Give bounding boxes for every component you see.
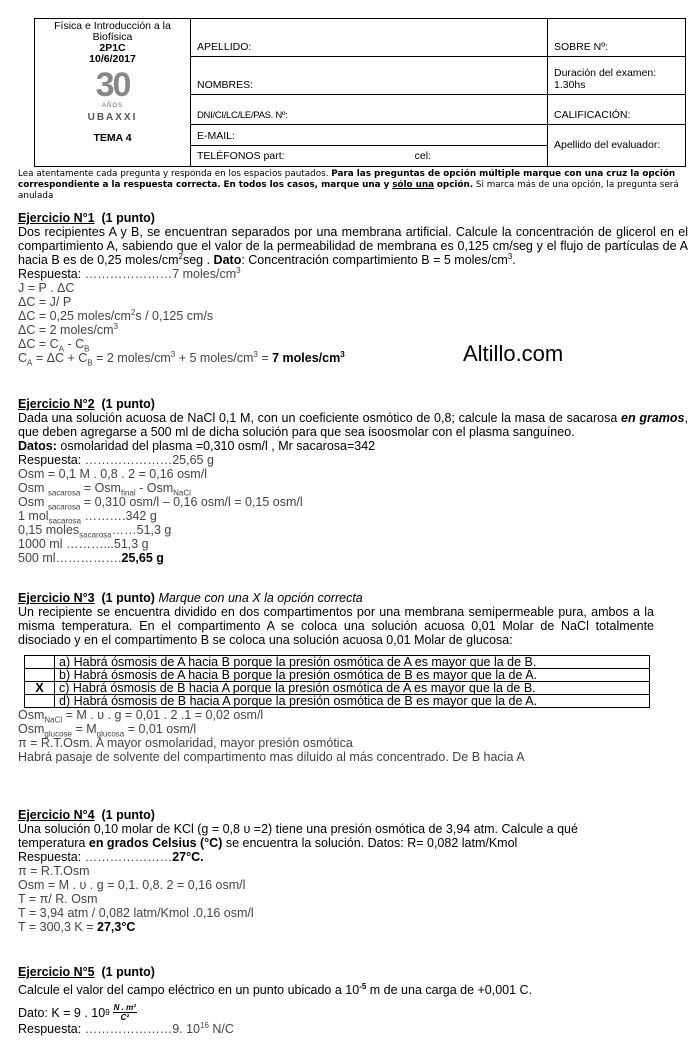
watermark: Altillo.com <box>463 341 564 366</box>
ej5-dato: Dato: K = 9 . 10 9 N . m² C² <box>18 1003 136 1022</box>
option-d-mark[interactable] <box>25 695 55 708</box>
instructions: Lea atentamente cada pregunta y responda en los espacios pautados. Para las preguntas de opción múltiple marque con una cruz la opción correspondiente a la respuesta correcta. En todos los casos, marque una y sólo una opción. Si marca más de una opción, la pregunta será anulada <box>18 169 679 201</box>
course-line1: Física e Introducción a la <box>54 20 171 32</box>
ej1-answer: Respuesta: …………………7 moles/$cm^3$ <box>18 265 241 281</box>
ejercicio-5: Ejercicio N°5 (1 punto) Calcule el valor del campo eléctrico en un punto ubicado a $10^{-5}$ m de una carga de +0,001 C. Dato: K = 9 . 10 9 N . m² C² Respuesta: …………………9. $10^{16}$ N/C <box>18 965 688 1036</box>
option-d[interactable]: d) Habrá ósmosis de B hacia A porque la presión osmótica de B es mayor que la de A. <box>25 695 650 708</box>
option-c-mark[interactable]: X <box>25 682 55 695</box>
option-a[interactable]: a) Habrá ósmosis de A hacia B porque la presión osmótica de A es mayor que la de B. <box>25 656 650 669</box>
option-c[interactable]: X c) Habrá ósmosis de B hacia A porque la presión osmótica de A es mayor que la de B. <box>25 682 650 695</box>
ejercicio-2: Ejercicio N°2 (1 punto) Dada una solución acuosa de NaCl 0,1 M, con un coeficiente osmótico de 0,8; calcule la masa de sacarosa en gramos, que deben agregarse a 500 ml de dicha solución para que sea isoosmolar con el plasma sanguíneo. Datos: osmolaridad del plasma =0,310 osm/l , Mr sacarosa=342 Respuesta: …………………25,65 g Osm = 0,1 M . 0,8 . 2 = 0,16 osm/l Osm $_{sacarosa}$ = Osm$_{final}$ - Osm$_{NaCl}$ Osm $_{sacarosa}$ = 0,310 osm/l – 0,16 osm/l = 0,15 osm/l 1 mol$_{sacarosa}$ ……….342 g 0,15 moles$_{sacarosa}$……51,3 g 1000 ml ………...51,3 g 500 ml…………….25,65 g <box>18 397 688 565</box>
header-course-cell <box>35 19 191 167</box>
email-field[interactable]: E-MAIL: <box>191 125 548 146</box>
ej5-title: Ejercicio N°5 <box>18 965 95 979</box>
dni-field[interactable]: DNI/CI/LC/LE/PAS. Nº: <box>191 95 548 125</box>
exam-date: 10/6/2017 <box>89 53 136 65</box>
ejercicio-1: Ejercicio N°1 (1 punto) Dos recipientes A y B, se encuentran separados por una membrana artificial. Calcule la concentración de glicerol en el compartimiento A, sabiendo que el valor de la permeabilidad de membrana es 0,125 cm/seg y el flujo de partículas de A hacia B es de 0,25 moles/$cm^2seg$ . Dato: Concentración compartimiento B = 5 moles/$cm^3$. Respuesta: …………………7 moles/$cm^3$ J = P . ΔC ΔC = J/ P ΔC = 0,25 moles/$cm^2s / 0,125$ cm/s ΔC = 2 moles/$cm^3$ $\Delta C = C_A - C_B$ $C_A = \Delta C + C_B = 2$ moles/$cm^3 + 5$ moles/$cm^3 = 7$ moles/$cm^3$ <box>18 211 688 368</box>
ej1-title: Ejercicio N°1 <box>18 211 95 225</box>
ubaxxi-logo: 30 AÑOS UBAXXI <box>87 66 138 123</box>
ej2-title: Ejercicio N°2 <box>18 397 95 411</box>
ej5-answer: Respuesta: …………………9. $10^{16}$ N/C <box>18 1020 234 1036</box>
nombres-field[interactable]: NOMBRES: <box>191 57 548 95</box>
option-a-mark[interactable] <box>25 656 55 669</box>
ej4-answer: Respuesta: …………………27°C. <box>18 850 204 864</box>
ejercicio-4: Ejercicio N°4 (1 punto) Una solución 0,10 molar de KCl (g = 0,8 υ =2) tiene una presión osmótica de 3,94 atm. Calcule a qué temperatura en grados Celsius (°C) se encuentra la solución. Datos: R= 0,082 latm/Kmol Respuesta: …………………27°C. π = R.T.Osm Osm = M . υ . g = 0,1. 0,8. 2 = 0,16 osm/l T = π/ R. Osm T = 3,94 atm / 0,082 latm/Kmol .0,16 osm/l T = 300,3 K = 27,3°C <box>18 808 688 934</box>
ej4-title: Ejercicio N°4 <box>18 808 95 822</box>
units-fraction: N . m² C² <box>113 1003 136 1022</box>
duracion-cell: Duración del examen: 1.30hs <box>548 57 686 95</box>
sobre-field[interactable]: SOBRE Nº: <box>548 19 686 57</box>
option-b-mark[interactable] <box>25 669 55 682</box>
ej3-title: Ejercicio N°3 <box>18 591 95 605</box>
telefonos-field[interactable]: TELÉFONOS part: cel: <box>191 146 548 167</box>
apellido-field[interactable]: APELLIDO: <box>191 19 548 57</box>
option-b[interactable]: b) Habrá ósmosis de A hacia B porque la presión osmótica de B es mayor que la de A. <box>25 669 650 682</box>
calificacion-field[interactable]: CALIFICACIÓN: <box>548 95 686 125</box>
ej2-answer: Respuesta: …………………25,65 g <box>18 453 214 467</box>
course-code: 2P1C <box>99 42 126 54</box>
tema-label: TEMA 4 <box>93 132 132 144</box>
course-line2: Biofísica <box>92 31 133 43</box>
ej3-options-table <box>24 655 650 708</box>
evaluador-field[interactable]: Apellido del evaluador: <box>548 125 686 167</box>
header-table <box>34 18 686 167</box>
ejercicio-3: Ejercicio N°3 (1 punto) Marque con una X la opción correcta Un recipiente se encuentra dividido en dos compartimentos por una membrana semipermeable pura, ambos a la misma temperatura. En el compartimento A se coloca una solución acuosa 0,01 Molar de NaCl totalmente disociado y en el compartimento B se coloca una solución acuosa 0,01 Molar de glucosa: a) Habrá ósmosis de A hacia B porque la presión osmótica de A es mayor que la de B. b) Habrá ósmosis de A hacia B porque la presión osmótica de B es mayor que la de A. X c) Habrá ósmosis de B hacia A porque la presión osmótica de A es mayor que la de B. d) Habrá ósmosis de B hacia A porque la presión osmótica de B es mayor que la de A. Osm$_{NaCl}$ = M . υ . g = 0,01 . 2 .1 = 0,02 osm/l $Osm_{glucose} = M_{glucosa} = 0,01$ osm/l π = R.T.Osm. A mayor osmolaridad, mayor presión osmótica Habrá pasaje de solvente del compartimento mas diluido al más concentrado. De B hacia A <box>18 591 654 764</box>
